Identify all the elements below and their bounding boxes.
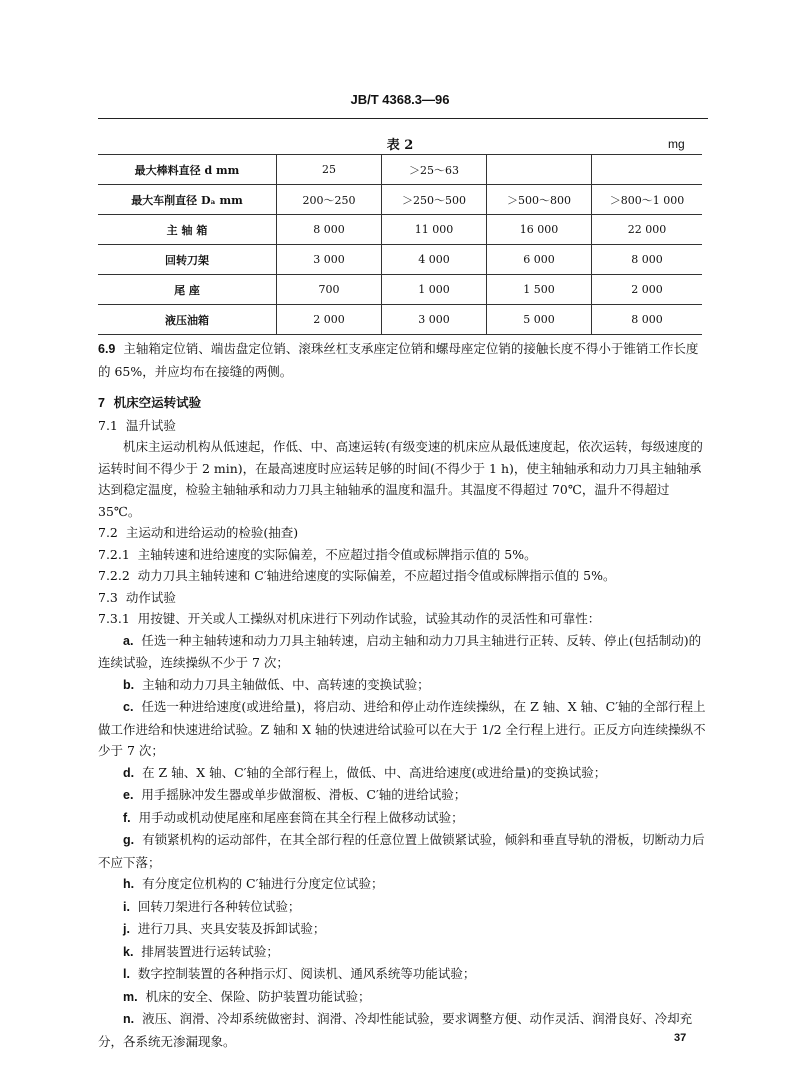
item-text: 进行刀具、夹具安装及拆卸试验； [137,921,326,936]
item-label: d. [123,765,135,780]
body-text [98,338,710,1052]
row-label: 回转刀架 [98,245,277,275]
row-label: 最大棒料直径 d mm [98,155,277,185]
table-cell: 5 000 [487,305,592,335]
section-7-1-heading [98,415,710,437]
table-cell: 4 000 [382,245,487,275]
page-number: 37 [674,1032,687,1044]
clause-number: 7.2.2 [98,568,130,583]
table-cell [487,155,592,185]
table-row [98,185,702,215]
list-item [98,630,710,674]
table-cell: ＞500～800 [487,185,592,215]
clause-text: 动力刀具主轴转速和 C′轴进给速度的实际偏差，不应超过指令值或标牌指示值的 5%。 [137,568,616,583]
item-text: 有锁紧机构的运动部件，在其全部行程的任意位置上做锁紧试验，倾斜和垂直导轨的滑板，切断动力后不应下落； [98,832,705,870]
section-number: 7.1 [98,417,118,433]
item-label: e. [123,788,134,802]
table-cell: 1 000 [382,275,487,305]
table-cell: ＞800～1 000 [592,185,703,215]
section-7-heading [98,392,710,415]
list-item [98,696,710,762]
section-number: 7.3 [98,589,118,605]
item-text: 任选一种主轴转速和动力刀具主轴转速，启动主轴和动力刀具主轴进行正转、反转、停止(包括制动)的连续试验，连续操纵不少于 7 次； [98,632,702,670]
clause-number: 7.2.1 [98,546,130,562]
table-cell [592,155,703,185]
table-cell: 6 000 [487,245,592,275]
item-label: j. [123,922,130,936]
item-label: i. [123,899,130,914]
table-cell: 3 000 [382,305,487,335]
section-7-1-text: 机床主运动机构从低速起，作低、中、高速运转(有级变速的机床应从最低速度起，依次运转，每级速度的运转时间不得少于 2 min)，在最高速度时应运转足够的时间(不得少于 1 h)，使主轴轴承和动力刀具主轴轴承达到稳定温度，检验主轴轴承和动力刀具主轴轴承的温度和温升。其温度不得超过 70℃，温升不得超过 35℃。 [98,439,703,519]
list-item [98,674,710,697]
item-label: h. [123,877,135,891]
spec-table [98,154,702,335]
table-cell: ＞25～63 [382,155,487,185]
table-cell: 22 000 [592,215,703,245]
table-cell: 200～250 [277,185,382,215]
item-label: m. [123,989,138,1004]
item-text: 主轴和动力刀具主轴做低、中、高转速的变换试验； [142,676,430,692]
list-item [98,873,710,896]
standard-number: JB/T 4368.3—96 [350,92,450,107]
table-cell: 8 000 [592,245,703,275]
section-title: 动作试验 [125,589,176,605]
section-7-3-heading [98,587,710,609]
section-title: 主运动和进给运动的检验(抽查) [125,525,299,540]
table-row [98,245,702,275]
list-item [98,1008,710,1052]
table-row [98,275,702,305]
table-cell: 11 000 [382,215,487,245]
section-number: 7 [98,396,105,410]
table-cell: 8 000 [592,305,703,335]
table-row [98,155,702,185]
item-text: 用手摇脉冲发生器或单步做溜板、滑板、C′轴的进给试验； [141,787,467,802]
section-title: 机床空运转试验 [113,395,202,410]
item-text: 液压、润滑、冷却系统做密封、润滑、冷却性能试验，要求调整方便、动作灵活、润滑良好、冷却充分，各系统无渗漏现象。 [98,1011,693,1049]
table-cell: 2 000 [277,305,382,335]
item-text: 回转刀架进行各种转位试验； [137,898,301,914]
clause-7-2-2 [98,565,710,587]
item-text: 机床的安全、保险、防护装置功能试验； [145,988,371,1004]
list-item [98,807,710,830]
table-cell: 2 000 [592,275,703,305]
table-cell: 3 000 [277,245,382,275]
item-text: 有分度定位机构的 C′轴进行分度定位试验； [142,876,384,891]
list-item [98,963,710,986]
header-rule [98,118,708,119]
item-text: 用手动或机动使尾座和尾座套筒在其全行程上做移动试验； [138,809,464,825]
list-item [98,762,710,785]
clause-text: 主轴箱定位销、端齿盘定位销、滚珠丝杠支承座定位销和螺母座定位销的接触长度不得小于锥销工作长度的 65%，并应均布在接缝的两侧。 [98,341,699,379]
table-cell: 1 500 [487,275,592,305]
clause-text: 主轴转速和进给速度的实际偏差，不应超过指令值或标牌指示值的 5%。 [137,546,537,562]
clause-6-9 [98,338,710,382]
list-item [98,896,710,919]
item-label: a. [123,633,134,648]
row-label: 液压油箱 [98,305,277,335]
section-7-2-heading [98,522,710,544]
clause-7-3-1 [98,608,710,630]
item-label: f. [123,810,131,825]
row-label: 尾 座 [98,275,277,305]
item-label: c. [123,700,134,714]
table-cell: 8 000 [277,215,382,245]
table-cell: 700 [277,275,382,305]
list-item [98,784,710,807]
item-label: b. [123,677,135,692]
table-row [98,305,702,335]
table-unit: mg [668,137,685,151]
item-label: n. [123,1012,135,1026]
list-item [98,829,710,873]
item-label: k. [123,944,134,959]
row-label: 主 轴 箱 [98,215,277,245]
table-cell: 25 [277,155,382,185]
table-cell: 16 000 [487,215,592,245]
item-text: 排屑装置进行运转试验； [141,943,279,959]
list-item [98,986,710,1009]
list-item [98,941,710,964]
table-cell: ＞250～500 [382,185,487,215]
item-label: l. [123,967,130,981]
table-title: 表 2 [386,138,414,153]
clause-text: 用按键、开关或人工操纵对机床进行下列动作试验，试验其动作的灵活性和可靠性： [137,611,601,626]
section-title: 温升试验 [125,417,176,433]
item-text: 在 Z 轴、X 轴、C′轴的全部行程上，做低、中、高进给速度(或进给量)的变换试验； [142,764,607,780]
table-row [98,215,702,245]
list-item [98,918,710,941]
section-number: 7.2 [98,525,118,540]
clause-7-2-1 [98,544,710,566]
item-text: 数字控制装置的各种指示灯、阅读机、通风系统等功能试验； [137,966,476,981]
item-label: g. [123,833,135,847]
row-label: 最大车削直径 Dₐ mm [98,185,277,215]
clause-number: 6.9 [98,342,116,356]
clause-number: 7.3.1 [98,611,130,626]
item-text: 任选一种进给速度(或进给量)，将启动、进给和停止动作连续操纵，在 Z 轴、X 轴、C′轴的全部行程上做工作进给和快速进给试验。Z 轴和 X 轴的快速进给试验可以在大于 1/2 全行程上进行。正反方向连续操纵不少于 7 次； [98,699,706,758]
